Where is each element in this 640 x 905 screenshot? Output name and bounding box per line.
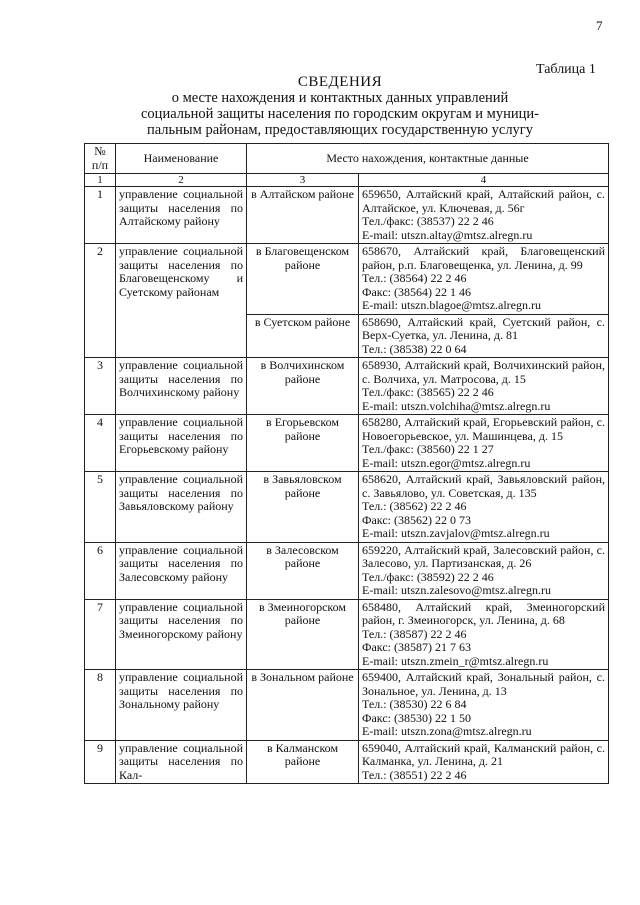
row-number: 1 (85, 187, 116, 244)
subtitle-line: пальным районам, предоставляющих государственную услугу (146, 122, 534, 138)
row-number: 3 (85, 358, 116, 415)
contact-line: 659040, Алтайский край, Калманский район, с. Калманка, ул. Ленина, д. 21 (362, 740, 606, 768)
row-number: 9 (85, 740, 116, 784)
office-location: в Калманском районе (247, 740, 359, 784)
contact-details (359, 472, 609, 543)
office-name: управление социальной защиты населения по Кал- (116, 740, 247, 784)
contact-line: 659650, Алтайский край, Алтайский район, с. Алтайское, ул. Ключевая, д. 56г (362, 187, 606, 215)
document-subtitle (90, 90, 590, 138)
office-name: управление социальной защиты населения по Змеиногорскому району (116, 599, 247, 670)
table-row (85, 187, 609, 244)
column-number-row (85, 174, 609, 187)
table-row (85, 740, 609, 784)
contact-details (359, 244, 609, 315)
contact-details (359, 358, 609, 415)
table-row (85, 599, 609, 670)
contact-details (359, 415, 609, 472)
contact-line: Тел.: (38530) 22 6 84 (362, 697, 467, 711)
row-number: 5 (85, 472, 116, 543)
table-row (85, 415, 609, 472)
header-name: Наименование (116, 144, 247, 174)
contact-line: Факс: (38564) 22 1 46 (362, 284, 471, 299)
contact-line: Тел.: (38564) 22 2 46 (362, 271, 467, 285)
office-name: управление социальной защиты населения по Зональному району (116, 670, 247, 741)
contact-line: Тел.: (38562) 22 2 46 (362, 499, 467, 513)
contact-line: E-mail: utszn.zmein_r@mtsz.alregn.ru (362, 653, 549, 668)
header-num: № п/п (85, 144, 116, 174)
offices-table (84, 143, 609, 784)
contact-line: E-mail: utszn.egor@mtsz.alregn.ru (362, 455, 531, 470)
office-location: в Завьяловском районе (247, 472, 359, 543)
column-number: 3 (247, 174, 359, 187)
contact-line: Тел.: (38587) 22 2 46 (362, 626, 467, 641)
office-name: управление социальной защиты населения по Залесовскому району (116, 542, 247, 599)
office-location: в Змеиногорском районе (247, 599, 359, 670)
contact-line: 659220, Алтайский край, Залесовский район, с. Залесово, ул. Партизанская, д. 26 (362, 542, 606, 570)
contact-line: Факс: (38530) 22 1 50 (362, 710, 471, 725)
row-number: 6 (85, 542, 116, 599)
table-label: Таблица 1 (536, 62, 596, 77)
contact-line: 659400, Алтайский край, Зональный район, с. Зональное, ул. Ленина, д. 13 (362, 670, 606, 698)
table-row (85, 358, 609, 415)
contact-details (359, 314, 609, 358)
office-name: управление социальной защиты населения по Алтайскому району (116, 187, 247, 244)
table-row (85, 244, 609, 315)
office-name: управление социальной защиты населения по Благовещенскому и Суетскому районам (116, 244, 247, 358)
contact-details (359, 740, 609, 784)
contact-details (359, 599, 609, 670)
column-number: 1 (85, 174, 116, 187)
column-number: 4 (359, 174, 609, 187)
contact-line: Тел./факс: (38560) 22 1 27 (362, 442, 494, 456)
contact-line: Тел.: (38538) 22 0 64 (362, 341, 467, 356)
row-number: 7 (85, 599, 116, 670)
contact-line: Тел./факс: (38537) 22 2 46 (362, 214, 494, 228)
contact-line: 658280, Алтайский край, Егорьевский район, с. Новоегорьевское, ул. Машинцева, д. 15 (362, 415, 606, 443)
table-header-row (85, 144, 609, 174)
contact-line: 658690, Алтайский край, Суетский район, с. Верх-Суетка, ул. Ленина, д. 81 (362, 314, 606, 342)
row-number: 4 (85, 415, 116, 472)
contact-line: Тел.: (38551) 22 2 46 (362, 767, 467, 782)
row-number: 2 (85, 244, 116, 358)
column-number: 2 (116, 174, 247, 187)
contact-line: E-mail: utszn.zalesovo@mtsz.alregn.ru (362, 583, 551, 597)
contact-line: 658620, Алтайский край, Завьяловский район, с. Завьялово, ул. Советская, д. 135 (362, 472, 606, 500)
contact-line: E-mail: utszn.zona@mtsz.alregn.ru (362, 724, 532, 738)
page-number: 7 (596, 18, 603, 33)
subtitle-line: социальной защиты населения по городским округам и муници- (141, 106, 539, 122)
office-location: в Зональном районе (247, 670, 359, 741)
contact-line: Факс: (38587) 21 7 63 (362, 640, 471, 654)
office-location: в Егорьевском районе (247, 415, 359, 472)
office-location: в Волчихинском районе (247, 358, 359, 415)
contact-line: 658480, Алтайский край, Змеиногорский район, г. Змеиногорск, ул. Ленина, д. 68 (362, 599, 606, 627)
document-title: СВЕДЕНИЯ (297, 74, 383, 90)
contact-details (359, 670, 609, 741)
table-row (85, 472, 609, 543)
contact-line: Факс: (38562) 22 0 73 (362, 512, 471, 527)
contact-line: 658670, Алтайский край, Благовещенский район, р.п. Благовещенка, ул. Ленина, д. 99 (362, 244, 606, 272)
table-row (85, 542, 609, 599)
contact-details (359, 542, 609, 599)
row-number: 8 (85, 670, 116, 741)
office-name: управление социальной защиты населения по Егорьевскому району (116, 415, 247, 472)
contact-line: E-mail: utszn.blagoe@mtsz.alregn.ru (362, 298, 541, 312)
contact-line: Тел./факс: (38565) 22 2 46 (362, 385, 494, 399)
contact-line: 658930, Алтайский край, Волчихинский район, с. Волчиха, ул. Матросова, д. 15 (362, 358, 606, 386)
office-location: в Суетском районе (247, 314, 359, 358)
header-location: Место нахождения, контактные данные (247, 144, 609, 174)
office-location: в Благовещенском районе (247, 244, 359, 315)
office-name: управление социальной защиты населения по Завьяловскому району (116, 472, 247, 543)
table-body (85, 187, 609, 784)
subtitle-line: о месте нахождения и контактных данных управлений (171, 90, 509, 106)
office-name: управление социальной защиты населения по Волчихинскому району (116, 358, 247, 415)
office-location: в Алтайском районе (247, 187, 359, 244)
table-row (85, 670, 609, 741)
contact-line: E-mail: utszn.zavjalov@mtsz.alregn.ru (362, 526, 550, 540)
contact-line: E-mail: utszn.altay@mtsz.alregn.ru (362, 227, 533, 242)
contact-line: E-mail: utszn.volchiha@mtsz.alregn.ru (362, 398, 551, 413)
office-location: в Залесовском районе (247, 542, 359, 599)
contact-details (359, 187, 609, 244)
contact-line: Тел./факс: (38592) 22 2 46 (362, 569, 494, 584)
